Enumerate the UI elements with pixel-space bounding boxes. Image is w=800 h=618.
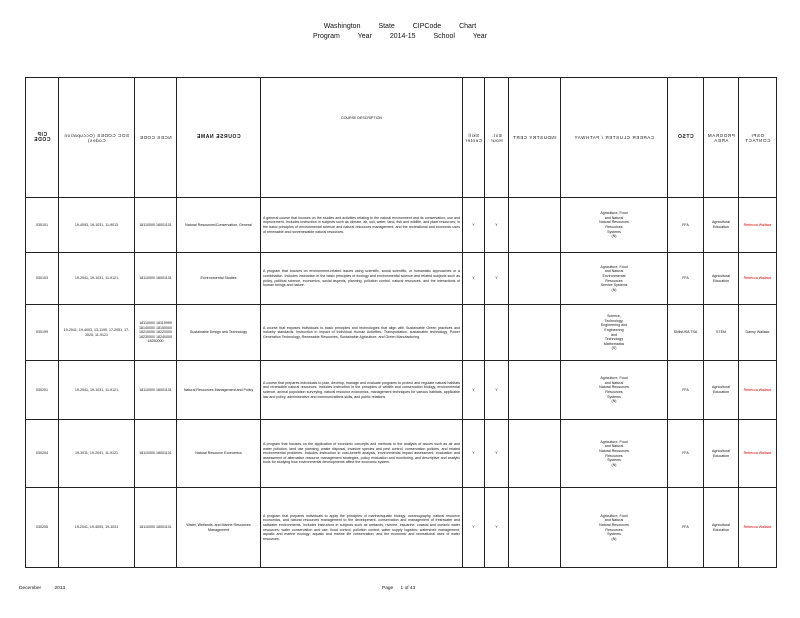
title-word: Chart — [459, 23, 477, 30]
skill-cell: Y — [463, 488, 485, 568]
program-area-cell: STEM — [704, 305, 739, 361]
ext-cell: Y — [485, 420, 509, 488]
program-area-cell: Agricultural Education — [704, 361, 739, 420]
cluster-text: Systems — [607, 229, 621, 234]
col-header-ind-cert: INDUSTRY CERT — [509, 78, 561, 198]
skill-cell: Y — [463, 361, 485, 420]
cluster-text: Resources — [605, 390, 623, 394]
table-row — [26, 198, 777, 253]
ext-cell: Y — [485, 198, 509, 253]
soc-cell: 19-3011, 19-2041, 11-9121 — [59, 420, 135, 488]
cluster-text: Resources — [605, 527, 623, 532]
title-word: 2014-15 — [389, 33, 416, 40]
program-area-cell: Agricultural Education — [704, 198, 739, 253]
skill-cell: Y — [463, 253, 485, 305]
soc-cell: 19-2041, 19-1031, 11-9121 — [59, 253, 135, 305]
table-row — [26, 253, 777, 305]
contact-cell: Danny Wallace — [739, 305, 777, 361]
cluster-text: Agriculture, Food — [600, 439, 628, 444]
cluster-text: Natural Resources — [599, 448, 629, 453]
table-row — [26, 305, 777, 361]
ctso-cell: FFA — [668, 198, 704, 253]
footer-date — [19, 586, 65, 591]
nces-cell: 18110000 18119999 18140000 18150000 18210000 18220000 18230000 18240000 18250000 — [135, 305, 177, 361]
cip-cell: 030204 — [26, 420, 59, 488]
cluster-text: and — [611, 332, 617, 337]
course-desc-cell: A course that prepares individuals to plan, develop, manage and evaluate programs to protect and regulate natural habitats and renewable natural resources. Includes instruction in the principles of wildlife and conservation biology, environmental science, animal population surveying, natural resource economics, management techniques for various habitats, applicable law and policy, administrative and communications skills, and public relations. — [261, 361, 463, 420]
cluster-text: Environmental — [602, 273, 626, 278]
ind-cert-cell — [509, 420, 561, 488]
cluster-text: Natural Resources — [599, 220, 629, 225]
ctso-cell: FFA — [668, 488, 704, 568]
col-header-program-area: PROGRAM AREA — [704, 78, 739, 198]
skill-cell — [463, 305, 485, 361]
cluster-text: (N) — [611, 399, 617, 404]
cluster-text: and Natural — [604, 518, 624, 523]
col-header-ctso: CTSO — [668, 78, 704, 198]
course-desc-cell: A program that prepares individuals to apply the principles of marine/aquatic biology, oceanography, natural resource economics, and natural resources management to the development, conservation and management of freshwater and saltwater environments. Includes instruction in subjects such as wetlands, riverine, estuarine, coastal and oceanic water resources; water conservation and use; flood control; pollution control; water supply logistics; watershed management; aquatic and marine ecology; aquatic and marine life conservation; and the economic and recreational uses of water resources. — [261, 488, 463, 568]
course-name-cell: Natural Resources/Conservation, General — [177, 198, 261, 253]
footer-page-number — [382, 586, 415, 591]
ctso-cell: FFA — [668, 420, 704, 488]
cluster-text: and Natural — [604, 380, 624, 385]
col-header-course-name: COURSE NAME — [177, 78, 261, 198]
cip-cell: 030205 — [26, 488, 59, 568]
cluster-text: (N) — [611, 287, 617, 292]
col-header-nces: NCES CODE — [135, 78, 177, 198]
course-desc-cell: A course that exposes individuals to basic principles and technologies that align with Sustainable Green practices and industry standards. Instruction in impact of Individual Human Activities, Transportation, sustainable technology, Power Generation Technology, Renewable Resources, Sustainable Agriculture, and Green Manufacturing. — [261, 305, 463, 361]
cluster-text: and Natural — [604, 215, 624, 220]
ind-cert-cell — [509, 198, 561, 253]
soc-cell: 19-2041, 19-4093, 13-1199, 17-2051, 17-3025, 11-9121 — [59, 305, 135, 361]
ind-cert-cell — [509, 488, 561, 568]
cluster-text: Agriculture, Food — [600, 211, 628, 216]
table-row — [26, 420, 777, 488]
cluster-text: Service Systems — [600, 283, 628, 288]
cluster-text: Agriculture, Food — [600, 376, 628, 381]
cip-code-table — [25, 77, 777, 568]
cluster-text: Systems — [607, 458, 621, 463]
cluster-text: (N) — [611, 536, 617, 541]
program-area-cell: Agricultural Education — [704, 488, 739, 568]
cluster-text: and Natural — [604, 444, 624, 449]
cip-cell: 030199 — [26, 305, 59, 361]
table-row — [26, 361, 777, 420]
cluster-text: Systems — [607, 394, 621, 399]
cluster-text: Technology, — [604, 318, 624, 323]
col-header-ext: Ext. Hour — [485, 78, 509, 198]
soc-cell: 19-2041, 19-4093, 19-1031 — [59, 488, 135, 568]
cluster-text: Agriculture, Food — [600, 513, 628, 518]
ext-cell: Y — [485, 253, 509, 305]
skill-cell: Y — [463, 420, 485, 488]
nces-cell: 18110000 18001101 — [135, 420, 177, 488]
course-name-cell: Water, Wetlands, and Marine Resources Management — [177, 488, 261, 568]
soc-cell: 19-4093, 19-1031, 11-9013 — [59, 198, 135, 253]
cluster-text: Resources — [605, 225, 623, 229]
cluster-cell — [561, 361, 668, 420]
col-header-cip: CIP CODE — [26, 78, 59, 198]
soc-cell: 19-2041, 19-1031, 11-9121 — [59, 361, 135, 420]
course-name-cell: Sustainable Design and Technology — [177, 305, 261, 361]
program-area-cell: Agricultural Education — [704, 420, 739, 488]
col-header-soc: SOC CODES (Occupation Codes) — [59, 78, 135, 198]
cluster-cell — [561, 420, 668, 488]
course-name-cell: Environmental Studies — [177, 253, 261, 305]
ind-cert-cell — [509, 361, 561, 420]
col-header-skill: Skill Center — [463, 78, 485, 198]
cip-cell: 030101 — [26, 198, 59, 253]
contact-cell: Rebecca Wallace — [739, 198, 777, 253]
ind-cert-cell — [509, 305, 561, 361]
title-word: CIPCode — [412, 23, 442, 30]
table-row — [26, 488, 777, 568]
cluster-text: Systems — [607, 532, 621, 537]
contact-cell: Rebecca Wallace — [739, 420, 777, 488]
course-desc-cell: A program that focuses on environment-related issues using scientific, social scientific, or humanistic approaches or a combination. Includes instruction in the basic principles of ecology and environmental science and related subjects such as policy, political science, economics, social aspects, planning, pollution control, natural resources, and the interactions of human beings and nature. — [261, 253, 463, 305]
footer-month: December — [19, 586, 42, 591]
title-word: Washington — [323, 23, 361, 30]
title-word: Year — [472, 33, 488, 40]
title-word: State — [378, 23, 395, 30]
header-row — [26, 78, 777, 198]
cluster-text: Resources — [605, 453, 623, 458]
footer-year: 2013 — [54, 586, 66, 591]
course-name-cell: Natural Resource Economics — [177, 420, 261, 488]
title-line-2 — [260, 32, 540, 41]
course-desc-cell: A program that focuses on the application of economic concepts and methods to the analysis of issues such as air and water pollution, land use planning, waste disposal, invasive species and pest control, conservation policies, and related environmental problems. Includes instruction in cost-benefit analysis, environmental impact assessment, evaluation and assessment of alternative resource management strategies, policy evaluation and monitoring, and descriptive and analytic tools for studying how environmental developments affect the economic system. — [261, 420, 463, 488]
cluster-text: Engineering and — [600, 323, 628, 328]
cluster-text: Resources — [605, 278, 623, 283]
cluster-text: (N) — [611, 234, 617, 239]
cip-cell: 030103 — [26, 253, 59, 305]
cluster-cell — [561, 305, 668, 361]
cluster-text: Technology — [604, 337, 624, 342]
cluster-text: (S) — [611, 346, 617, 351]
ind-cert-cell — [509, 253, 561, 305]
cluster-text: Agriculture, Food — [600, 264, 628, 269]
course-desc-cell: A general course that focuses on the studies and activities relating to the natural environment and its conservation, use and improvement. Includes instruction in subjects such as climate, air, soil, water, land, fish and wildlife, and plant resources; in the basic principles of environmental science and natural resources management; and the recreational and economic uses of renewable and nonrenewable natural resources. — [261, 198, 463, 253]
page-label: Page — [382, 586, 394, 591]
page-of: of — [404, 586, 409, 591]
cluster-cell — [561, 488, 668, 568]
ctso-cell: FFA — [668, 253, 704, 305]
cip-cell: 030201 — [26, 361, 59, 420]
ext-cell: Y — [485, 488, 509, 568]
skill-cell: Y — [463, 198, 485, 253]
contact-cell: Rebecca Wallace — [739, 361, 777, 420]
title-word: School — [433, 33, 455, 40]
cluster-text: Science, — [607, 314, 621, 319]
ctso-cell: SkillsUSA TSA — [668, 305, 704, 361]
course-name-cell: Natural Resources Management and Policy — [177, 361, 261, 420]
cluster-cell — [561, 253, 668, 305]
ext-cell: Y — [485, 361, 509, 420]
cluster-text: Engineering — [604, 327, 624, 332]
cluster-text: Mathematics — [603, 341, 625, 346]
cluster-text: Natural Resources — [599, 385, 629, 390]
col-header-cluster: CAREER CLUSTER / PATHWAY — [561, 78, 668, 198]
page-total: 43 — [409, 586, 416, 591]
nces-cell: 18110000 18001101 — [135, 488, 177, 568]
col-header-contact: OSPI CONTACT — [739, 78, 777, 198]
nces-cell: 18110000 18001101 — [135, 198, 177, 253]
cluster-text: and Natural — [604, 269, 624, 274]
cluster-text: Natural Resources — [599, 522, 629, 527]
contact-cell: Rebecca Wallace — [739, 253, 777, 305]
col-header-course-desc: COURSE DESCRIPTION — [261, 78, 463, 198]
nces-cell: 18110000 18001101 — [135, 361, 177, 420]
nces-cell: 18110000 18001101 — [135, 253, 177, 305]
program-area-cell: Agricultural Education — [704, 253, 739, 305]
title-word: Year — [357, 33, 372, 40]
title-line-1 — [260, 22, 540, 31]
cluster-text: (N) — [611, 462, 617, 467]
ctso-cell: FFA — [668, 361, 704, 420]
contact-cell: Rebecca Wallace — [739, 488, 777, 568]
page-current: 1 — [400, 586, 404, 591]
title-word: Program — [312, 33, 340, 40]
ext-cell — [485, 305, 509, 361]
cluster-cell — [561, 198, 668, 253]
